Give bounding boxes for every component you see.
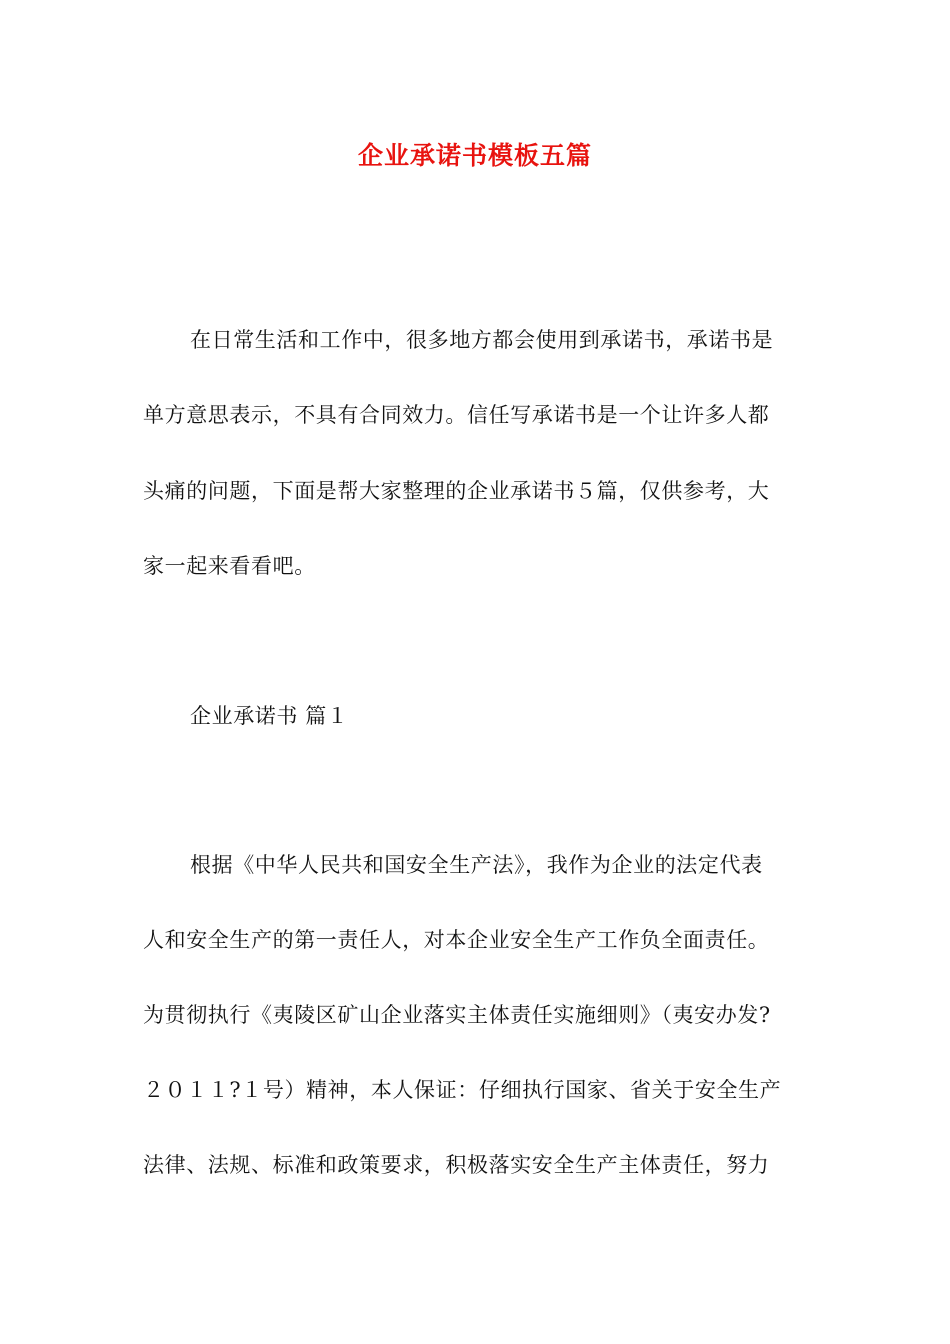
intro-line: 家一起来看看吧。 [143, 554, 316, 578]
section-line: 法律、法规、标准和政策要求，积极落实安全生产主体责任，努力 [143, 1153, 770, 1177]
section-line: 为贯彻执行《夷陵区矿山企业落实主体责任实施细则》（夷安办发? [143, 1003, 771, 1027]
section-line: ２０１１?１号）精神，本人保证：仔细执行国家、省关于安全生产 [143, 1078, 782, 1102]
document-title: 企业承诺书模板五篇 [357, 141, 592, 170]
intro-line: 头痛的问题，下面是帮大家整理的企业承诺书５篇，仅供参考，大 [143, 479, 770, 503]
intro-line: 在日常生活和工作中，很多地方都会使用到承诺书，承诺书是 [190, 328, 774, 352]
section-heading: 企业承诺书 篇１ [190, 704, 349, 728]
section-line: 根据《中华人民共和国安全生产法》，我作为企业的法定代表 [190, 853, 763, 877]
section-line: 人和安全生产的第一责任人，对本企业安全生产工作负全面责任。 [143, 928, 770, 952]
intro-line: 单方意思表示，不具有合同效力。信任写承诺书是一个让许多人都 [143, 403, 770, 427]
